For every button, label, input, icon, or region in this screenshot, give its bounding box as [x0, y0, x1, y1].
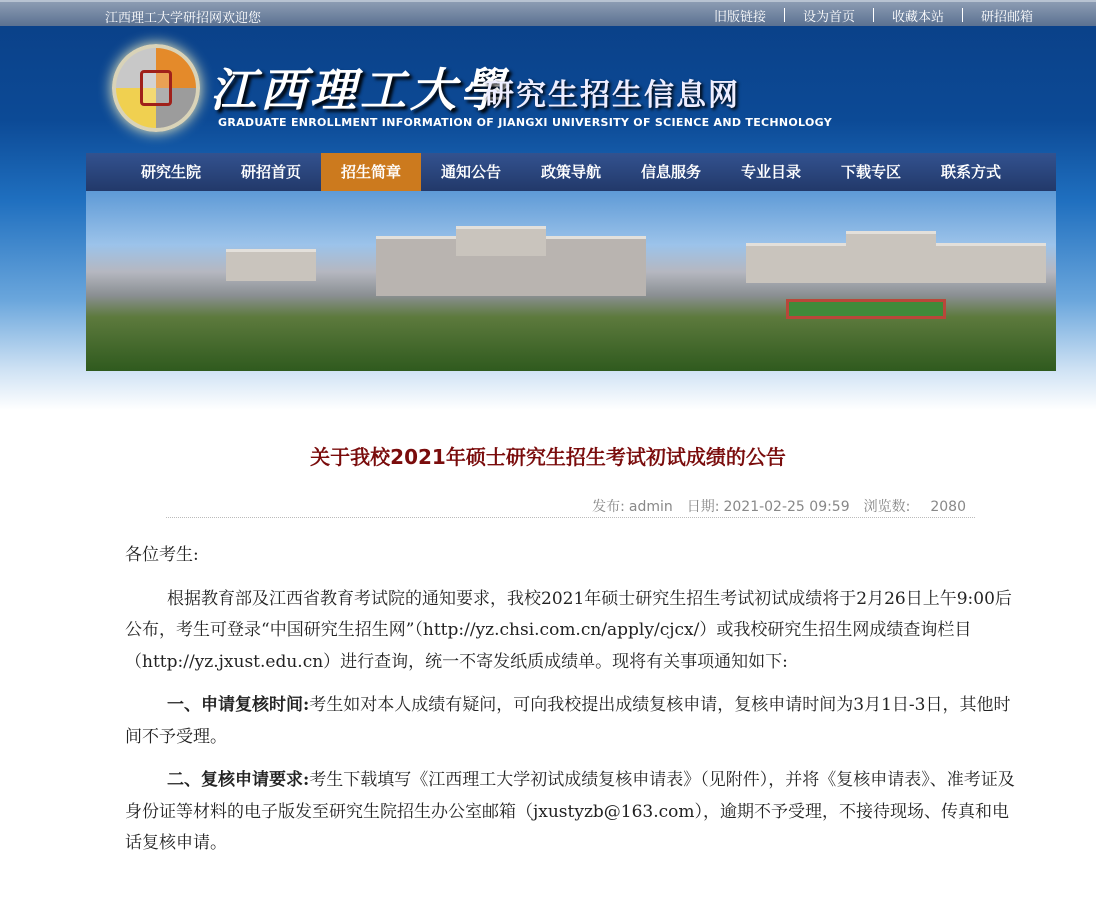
article-title: 关于我校2021年硕士研究生招生考试初试成绩的公告: [310, 445, 786, 469]
top-links: [696, 6, 1051, 25]
author: admin: [628, 499, 673, 515]
section-heading: 一、申请复核时间:: [167, 695, 310, 715]
bookmark-link[interactable]: 收藏本站: [891, 10, 944, 25]
nav-contact[interactable]: 联系方式: [940, 163, 1001, 181]
welcome-text: 江西理工大学研招网欢迎您: [105, 11, 262, 26]
site-english-name: GRADUATE ENROLLMENT INFORMATION OF JIANGXI UNIVERSITY OF SCIENCE AND TECHNOLOGY: [218, 116, 832, 129]
nav-home[interactable]: 研招首页: [240, 163, 301, 181]
nav-admission-brochure[interactable]: 招生简章: [321, 153, 421, 191]
author-label: 发布:: [592, 499, 625, 515]
greeting: 各位考生:: [125, 545, 199, 565]
divider: [166, 517, 975, 518]
section-text: 考生下载填写《江西理工大学初试成绩复核申请表》（见附件），并将《复核申请表》、准考证及身份证等材料的电子版发至研究生院招生办公室邮箱（jxustyzb@163.com），逾期不予受理，不接待现场、传真和电话复核申请。: [125, 770, 1015, 853]
nav-info-service[interactable]: 信息服务: [640, 163, 701, 181]
article-body: [125, 540, 1025, 872]
paragraph-review-requirements: [125, 765, 1025, 860]
main-nav: [86, 153, 1056, 191]
university-name: 江西理工大學: [210, 63, 510, 117]
nav-policy[interactable]: 政策导航: [540, 163, 601, 181]
set-homepage-link[interactable]: 设为首页: [802, 10, 855, 25]
top-bar: [0, 0, 1096, 26]
site-name: 研究生招生信息网: [484, 78, 740, 113]
old-version-link[interactable]: 旧版链接: [713, 10, 766, 25]
publish-date: 2021-02-25 09:59: [723, 499, 850, 515]
date-label: 日期:: [686, 499, 720, 515]
article-meta: [592, 496, 966, 516]
nav-graduate-school[interactable]: 研究生院: [140, 163, 201, 181]
view-count: 2080: [930, 499, 966, 515]
university-seal-logo[interactable]: [112, 44, 200, 132]
campus-banner-image: [86, 191, 1056, 371]
paragraph-intro: 根据教育部及江西省教育考试院的通知要求，我校2021年硕士研究生招生考试初试成绩将于2月26日上午9:00后公布，考生可登录“中国研究生招生网”（http://yz.chsi.com.cn/apply/cjcx/）或我校研究生招生网成绩查询栏目（http://yz.jxust.edu.cn）进行查询，统一不寄发纸质成绩单。现将有关事项通知如下:: [125, 588, 1012, 672]
section-text: 考生如对本人成绩有疑问，可向我校提出成绩复核申请，复核申请时间为3月1日-3日，其他时间不予受理。: [125, 695, 1011, 747]
nav-downloads[interactable]: 下载专区: [840, 163, 901, 181]
views-label: 浏览数:: [863, 499, 911, 515]
section-heading: 二、复核申请要求:: [167, 770, 310, 790]
mailbox-link[interactable]: 研招邮箱: [980, 10, 1033, 25]
paragraph-review-time: [125, 690, 1025, 753]
nav-notices[interactable]: 通知公告: [440, 163, 501, 181]
nav-majors[interactable]: 专业目录: [740, 163, 801, 181]
